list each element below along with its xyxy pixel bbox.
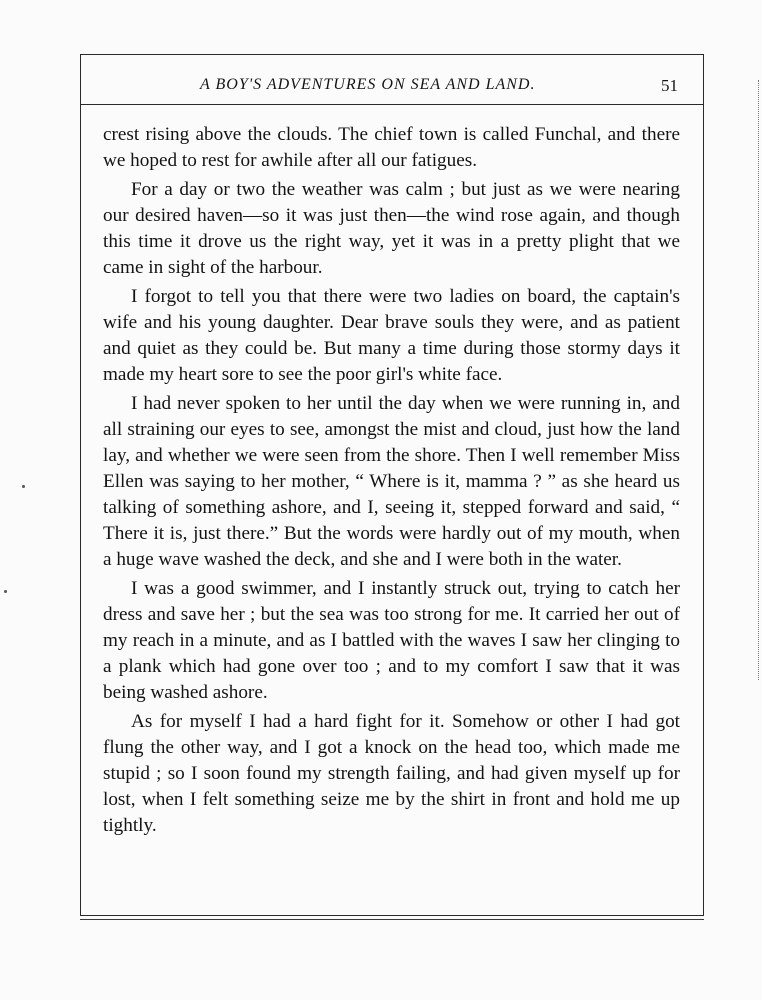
header-rule — [80, 104, 704, 105]
paragraph: As for myself I had a hard fight for it. Somehow or other I had got flung the other way, and I got a knock on the head too, which made me stupid ; so I soon found my strength failing, and had given myself up for lost, when I felt something seize me by the shirt in front and hold me up tightly. — [103, 711, 680, 836]
speck-mark — [22, 485, 25, 488]
speck-mark — [4, 590, 7, 593]
paragraph: I was a good swimmer, and I instantly struck out, trying to catch her dress and save her ; but the sea was too strong for me. It carried her out of my reach in a minute, and as I battled with the waves I saw her clinging to a plank which had gone over too ; and to my comfort I saw that it was being washed ashore. — [103, 578, 680, 703]
page-number: 51 — [661, 76, 678, 95]
running-title: A BOY'S ADVENTURES ON SEA AND LAND. — [200, 76, 536, 93]
paragraph: I forgot to tell you that there were two ladies on board, the captain's wife and his young daughter. Dear brave souls they were, and as patient and quiet as they could be. But many a time during those stormy days it made my heart sore to see the poor girl's white face. — [103, 286, 680, 385]
paragraph: For a day or two the weather was calm ; but just as we were nearing our desired haven—so it was just then—the wind rose again, and though this time it drove us the right way, yet it was in a pretty plight that we came in sight of the harbour. — [103, 179, 680, 278]
running-header — [80, 74, 704, 102]
body-text — [103, 122, 680, 842]
paragraph: I had never spoken to her until the day when we were running in, and all straining our eyes to see, amongst the mist and cloud, just how the land lay, and whether we were seen from the shore. Then I well remember Miss Ellen was saying to her mother, “ Where is it, mamma ? ” as she heard us talking of something ashore, and I, seeing it, stepped forward and said, “ There it is, just there.” But the words were hardly out of my mouth, when a huge wave washed the deck, and she and I were both in the water. — [103, 393, 680, 570]
paragraph: crest rising above the clouds. The chief town is called Funchal, and there we hoped to rest for awhile after all our fatigues. — [103, 124, 680, 171]
page-edge-mark — [757, 80, 759, 680]
